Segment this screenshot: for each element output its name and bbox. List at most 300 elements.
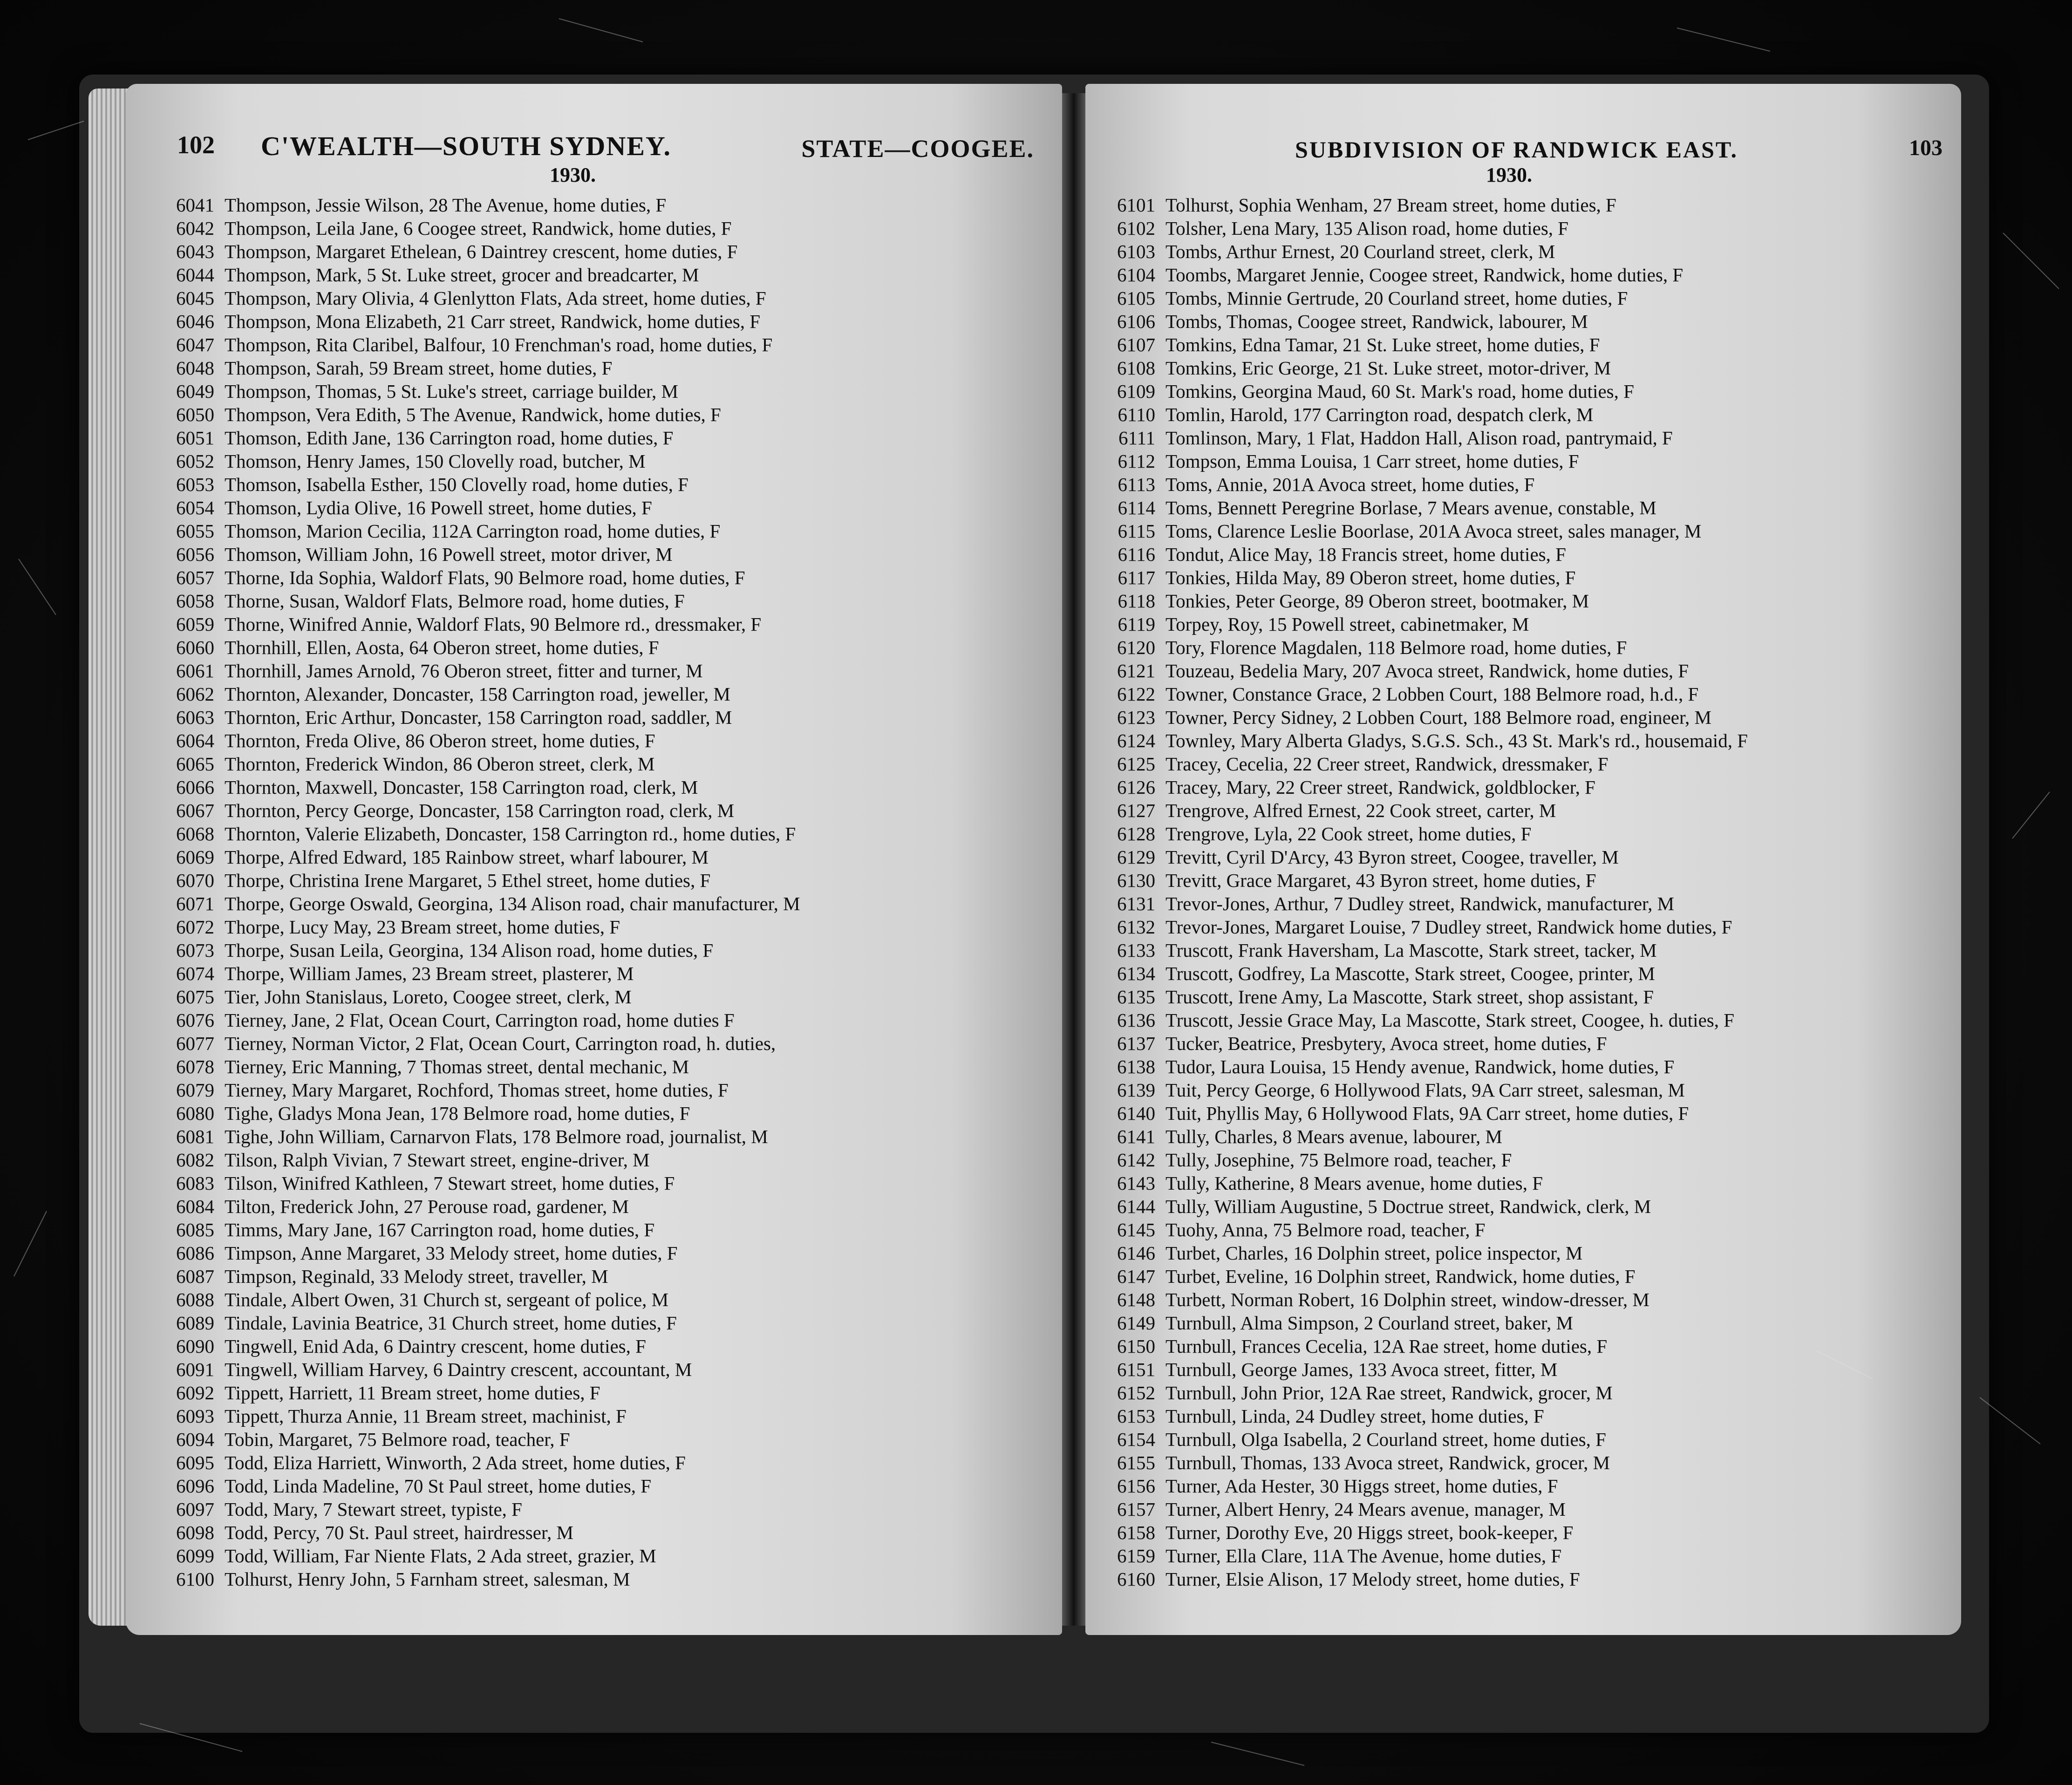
entry-number: 6092 — [176, 1382, 214, 1403]
entry-number: 6057 — [176, 567, 214, 588]
entry-number: 6134 — [1117, 963, 1155, 984]
entry-text: Todd, Mary, 7 Stewart street, typiste, F — [225, 1499, 522, 1520]
entry-text: Turnbull, Thomas, 133 Avoca street, Randwick, grocer, M — [1166, 1452, 1610, 1473]
entry-text: Thornton, Valerie Elizabeth, Doncaster, 158 Carrington rd., home duties, F — [225, 823, 796, 845]
entry-text: Turnbull, Linda, 24 Dudley street, home duties, F — [1166, 1405, 1544, 1427]
list-item — [1099, 1451, 1748, 1474]
list-item — [158, 403, 800, 426]
list-item — [1099, 286, 1748, 310]
left-page — [126, 84, 1062, 1635]
entry-text: Toms, Bennett Peregrine Borlase, 7 Mears avenue, constable, M — [1166, 497, 1656, 518]
entry-text: Tierney, Mary Margaret, Rochford, Thomas street, home duties, F — [225, 1079, 729, 1101]
entry-text: Trengrove, Lyla, 22 Cook street, home duties, F — [1166, 823, 1532, 845]
entry-text: Truscott, Jessie Grace May, La Mascotte, Stark street, Coogee, h. duties, F — [1166, 1009, 1735, 1031]
entry-number: 6063 — [176, 707, 214, 728]
list-item — [1099, 1055, 1748, 1078]
entry-number: 6072 — [176, 916, 214, 938]
entry-number: 6158 — [1117, 1522, 1155, 1543]
entry-number: 6120 — [1117, 637, 1155, 658]
entry-text: Tindale, Lavinia Beatrice, 31 Church street, home duties, F — [225, 1312, 677, 1334]
entry-number: 6044 — [176, 264, 214, 286]
entry-number: 6155 — [1117, 1452, 1155, 1473]
entry-text: Thompson, Mary Olivia, 4 Glenlytton Flats, Ada street, home duties, F — [225, 287, 766, 309]
list-item — [158, 985, 800, 1008]
entry-text: Thornton, Alexander, Doncaster, 158 Carrington road, jeweller, M — [225, 683, 730, 705]
entry-text: Thompson, Rita Claribel, Balfour, 10 Frenchman's road, home duties, F — [225, 334, 773, 355]
entry-number: 6096 — [176, 1475, 214, 1497]
entry-text: Tingwell, William Harvey, 6 Daintry crescent, accountant, M — [225, 1359, 692, 1380]
entry-text: Thompson, Jessie Wilson, 28 The Avenue, home duties, F — [225, 194, 667, 216]
list-item — [1099, 1265, 1748, 1288]
entry-text: Thorpe, Alfred Edward, 185 Rainbow street, wharf labourer, M — [225, 846, 709, 868]
entry-text: Turner, Albert Henry, 24 Mears avenue, manager, M — [1166, 1499, 1566, 1520]
entry-text: Turbett, Norman Robert, 16 Dolphin street, window-dresser, M — [1166, 1289, 1649, 1310]
list-item — [158, 450, 800, 473]
list-item — [1099, 1521, 1748, 1544]
list-item — [1099, 822, 1748, 845]
entry-number: 6052 — [176, 450, 214, 472]
list-item — [1099, 869, 1748, 892]
entry-text: Turbet, Charles, 16 Dolphin street, police inspector, M — [1166, 1242, 1583, 1264]
list-item — [1099, 1428, 1748, 1451]
entry-number: 6090 — [176, 1335, 214, 1357]
list-item — [158, 1125, 800, 1148]
entry-text: Tuohy, Anna, 75 Belmore road, teacher, F — [1166, 1219, 1486, 1240]
entry-number: 6122 — [1117, 683, 1155, 705]
entry-number: 6132 — [1117, 916, 1155, 938]
entry-number: 6048 — [176, 357, 214, 379]
list-item — [158, 1428, 800, 1451]
entry-text: Thompson, Mona Elizabeth, 21 Carr street, Randwick, home duties, F — [225, 311, 761, 332]
list-item — [1099, 636, 1748, 659]
entry-number: 6142 — [1117, 1149, 1155, 1171]
entry-text: Toms, Clarence Leslie Boorlase, 201A Avoca street, sales manager, M — [1166, 520, 1702, 542]
entry-text: Tonkies, Peter George, 89 Oberon street, bootmaker, M — [1166, 590, 1589, 612]
entry-number: 6060 — [176, 637, 214, 658]
entry-text: Tompson, Emma Louisa, 1 Carr street, home duties, F — [1166, 450, 1579, 472]
entry-text: Thompson, Mark, 5 St. Luke street, grocer and breadcarter, M — [225, 264, 699, 286]
entry-text: Tomlin, Harold, 177 Carrington road, despatch clerk, M — [1166, 404, 1594, 425]
entry-text: Tomkins, Georgina Maud, 60 St. Mark's road, home duties, F — [1166, 381, 1634, 402]
list-item — [158, 310, 800, 333]
list-item — [158, 1032, 800, 1055]
entry-text: Tingwell, Enid Ada, 6 Daintry crescent, home duties, F — [225, 1335, 646, 1357]
entry-number: 6089 — [176, 1312, 214, 1334]
entry-text: Thorpe, Christina Irene Margaret, 5 Ethel street, home duties, F — [225, 870, 711, 891]
entry-text: Todd, Linda Madeline, 70 St Paul street, home duties, F — [225, 1475, 652, 1497]
entry-number: 6074 — [176, 963, 214, 984]
entry-number: 6153 — [1117, 1405, 1155, 1427]
right-page-number: 103 — [1909, 136, 1942, 160]
entry-number: 6110 — [1118, 404, 1155, 425]
list-item — [1099, 1544, 1748, 1567]
entry-number: 6064 — [176, 730, 214, 751]
entry-number: 6077 — [176, 1033, 214, 1054]
list-item — [158, 1218, 800, 1241]
entry-number: 6093 — [176, 1405, 214, 1427]
entry-number: 6118 — [1118, 590, 1155, 612]
entry-number: 6135 — [1117, 986, 1155, 1008]
list-item — [1099, 193, 1748, 217]
list-item — [158, 962, 800, 985]
list-item — [1099, 473, 1748, 496]
left-page-number: 102 — [177, 131, 215, 159]
list-item — [1099, 962, 1748, 985]
entry-number: 6062 — [176, 683, 214, 705]
list-item — [1099, 450, 1748, 473]
list-item — [1099, 1102, 1748, 1125]
entry-number: 6139 — [1117, 1079, 1155, 1101]
entry-number: 6146 — [1117, 1242, 1155, 1264]
entry-number: 6045 — [176, 287, 214, 309]
list-item — [158, 217, 800, 240]
entry-number: 6126 — [1117, 777, 1155, 798]
list-item — [1099, 543, 1748, 566]
entry-text: Thompson, Thomas, 5 St. Luke's street, carriage builder, M — [225, 381, 678, 402]
list-item — [1099, 310, 1748, 333]
entry-text: Tombs, Arthur Ernest, 20 Courland street, clerk, M — [1166, 241, 1555, 262]
entry-text: Thornton, Eric Arthur, Doncaster, 158 Carrington road, saddler, M — [225, 707, 732, 728]
list-item — [158, 193, 800, 217]
entry-number: 6041 — [176, 194, 214, 216]
entry-text: Turner, Dorothy Eve, 20 Higgs street, book-keeper, F — [1166, 1522, 1574, 1543]
entry-number: 6043 — [176, 241, 214, 262]
list-item — [158, 659, 800, 682]
entry-text: Turnbull, George James, 133 Avoca street, fitter, M — [1166, 1359, 1558, 1380]
entry-number: 6127 — [1117, 800, 1155, 821]
list-item — [158, 706, 800, 729]
entry-text: Tully, Josephine, 75 Belmore road, teacher, F — [1166, 1149, 1512, 1171]
entry-text: Todd, Percy, 70 St. Paul street, hairdresser, M — [225, 1522, 573, 1543]
list-item — [158, 845, 800, 869]
entry-text: Turbet, Eveline, 16 Dolphin street, Randwick, home duties, F — [1166, 1266, 1636, 1287]
entry-number: 6114 — [1118, 497, 1155, 518]
list-item — [1099, 1498, 1748, 1521]
entry-number: 6149 — [1117, 1312, 1155, 1334]
list-item — [158, 752, 800, 776]
entry-text: Turner, Elsie Alison, 17 Melody street, home duties, F — [1166, 1568, 1580, 1590]
entry-text: Tindale, Albert Owen, 31 Church st, sergeant of police, M — [225, 1289, 669, 1310]
list-item — [1099, 263, 1748, 286]
entry-text: Tomkins, Edna Tamar, 21 St. Luke street, home duties, F — [1166, 334, 1600, 355]
entry-text: Towner, Percy Sidney, 2 Lobben Court, 188 Belmore road, engineer, M — [1166, 707, 1711, 728]
entry-text: Thorpe, Susan Leila, Georgina, 134 Alison road, home duties, F — [225, 940, 714, 961]
list-item — [1099, 380, 1748, 403]
entry-text: Tolhurst, Sophia Wenham, 27 Bream street, home duties, F — [1166, 194, 1616, 216]
entry-number: 6109 — [1117, 381, 1155, 402]
entry-text: Turner, Ella Clare, 11A The Avenue, home duties, F — [1166, 1545, 1562, 1567]
entry-text: Thornhill, Ellen, Aosta, 64 Oberon street, home duties, F — [225, 637, 659, 658]
entry-text: Tobin, Margaret, 75 Belmore road, teacher, F — [225, 1429, 570, 1450]
entry-text: Thompson, Margaret Ethelean, 6 Daintrey crescent, home duties, F — [225, 241, 738, 262]
list-item — [158, 1404, 800, 1428]
list-item — [158, 1358, 800, 1381]
entry-text: Tippett, Thurza Annie, 11 Bream street, machinist, F — [225, 1405, 627, 1427]
list-item — [1099, 496, 1748, 519]
entry-text: Thomson, William John, 16 Powell street, motor driver, M — [225, 544, 673, 565]
entry-text: Tracey, Mary, 22 Creer street, Randwick, goldblocker, F — [1166, 777, 1595, 798]
entry-text: Tonkies, Hilda May, 89 Oberon street, home duties, F — [1166, 567, 1576, 588]
entry-text: Thorne, Susan, Waldorf Flats, Belmore road, home duties, F — [225, 590, 685, 612]
list-item — [1099, 729, 1748, 752]
entry-number: 6095 — [176, 1452, 214, 1473]
list-item — [1099, 333, 1748, 356]
entry-text: Tomlinson, Mary, 1 Flat, Haddon Hall, Alison road, pantrymaid, F — [1166, 427, 1673, 449]
entry-text: Thornton, Maxwell, Doncaster, 158 Carrington road, clerk, M — [225, 777, 698, 798]
entry-number: 6101 — [1117, 194, 1155, 216]
list-item — [158, 939, 800, 962]
list-item — [158, 1195, 800, 1218]
list-item — [158, 380, 800, 403]
list-item — [158, 1335, 800, 1358]
entry-text: Turnbull, Frances Cecelia, 12A Rae street, home duties, F — [1166, 1335, 1608, 1357]
list-item — [1099, 613, 1748, 636]
list-item — [158, 1055, 800, 1078]
entry-number: 6145 — [1117, 1219, 1155, 1240]
list-item — [158, 1544, 800, 1567]
entry-text: Tully, Charles, 8 Mears avenue, labourer, M — [1166, 1126, 1502, 1147]
list-item — [158, 1102, 800, 1125]
entry-text: Thomson, Isabella Esther, 150 Clovelly road, home duties, F — [225, 474, 688, 495]
entry-text: Tracey, Cecelia, 22 Creer street, Randwick, dressmaker, F — [1166, 753, 1609, 775]
book-gutter — [1062, 93, 1085, 1626]
entry-text: Tondut, Alice May, 18 Francis street, home duties, F — [1166, 544, 1566, 565]
entry-number: 6082 — [176, 1149, 214, 1171]
entry-text: Thorpe, William James, 23 Bream street, plasterer, M — [225, 963, 634, 984]
entry-text: Thompson, Sarah, 59 Bream street, home duties, F — [225, 357, 613, 379]
entry-text: Tully, William Augustine, 5 Doctrue street, Randwick, clerk, M — [1166, 1196, 1651, 1217]
entry-number: 6086 — [176, 1242, 214, 1264]
list-item — [1099, 1032, 1748, 1055]
entry-number: 6115 — [1118, 520, 1155, 542]
list-item — [158, 1148, 800, 1172]
list-item — [1099, 845, 1748, 869]
entry-text: Tierney, Eric Manning, 7 Thomas street, dental mechanic, M — [225, 1056, 689, 1077]
entry-text: Thorpe, Lucy May, 23 Bream street, home duties, F — [225, 916, 620, 938]
list-item — [158, 566, 800, 589]
entry-text: Turnbull, John Prior, 12A Rae street, Randwick, grocer, M — [1166, 1382, 1613, 1403]
list-item — [158, 496, 800, 519]
list-item — [1099, 1241, 1748, 1265]
entry-number: 6124 — [1117, 730, 1155, 751]
list-item — [158, 636, 800, 659]
entry-text: Tierney, Jane, 2 Flat, Ocean Court, Carrington road, home duties F — [225, 1009, 735, 1031]
entry-number: 6059 — [176, 613, 214, 635]
entry-number: 6085 — [176, 1219, 214, 1240]
entry-text: Tully, Katherine, 8 Mears avenue, home duties, F — [1166, 1172, 1543, 1194]
entry-number: 6055 — [176, 520, 214, 542]
entry-number: 6105 — [1117, 287, 1155, 309]
list-item — [1099, 1125, 1748, 1148]
list-item — [1099, 752, 1748, 776]
entry-text: Tilson, Winifred Kathleen, 7 Stewart street, home duties, F — [225, 1172, 675, 1194]
entry-number: 6067 — [176, 800, 214, 821]
entry-text: Tilson, Ralph Vivian, 7 Stewart street, engine-driver, M — [225, 1149, 650, 1171]
entry-text: Todd, William, Far Niente Flats, 2 Ada street, grazier, M — [225, 1545, 656, 1567]
entry-text: Torpey, Roy, 15 Powell street, cabinetmaker, M — [1166, 613, 1529, 635]
entry-text: Trevor-Jones, Margaret Louise, 7 Dudley street, Randwick home duties, F — [1166, 916, 1732, 938]
entry-number: 6066 — [176, 777, 214, 798]
entry-text: Tombs, Thomas, Coogee street, Randwick, labourer, M — [1166, 311, 1588, 332]
list-item — [158, 473, 800, 496]
entry-text: Towner, Constance Grace, 2 Lobben Court, 188 Belmore road, h.d., F — [1166, 683, 1699, 705]
entry-number: 6157 — [1117, 1499, 1155, 1520]
list-item — [158, 613, 800, 636]
entry-text: Turnbull, Alma Simpson, 2 Courland street, baker, M — [1166, 1312, 1573, 1334]
entry-number: 6071 — [176, 893, 214, 914]
list-item — [1099, 589, 1748, 613]
entry-number: 6046 — [176, 311, 214, 332]
entry-number: 6121 — [1117, 660, 1155, 681]
list-item — [158, 333, 800, 356]
list-item — [1099, 1195, 1748, 1218]
list-item — [1099, 1172, 1748, 1195]
list-item — [158, 1172, 800, 1195]
entry-number: 6073 — [176, 940, 214, 961]
entry-text: Tighe, John William, Carnarvon Flats, 178 Belmore road, journalist, M — [225, 1126, 768, 1147]
entry-text: Thomson, Henry James, 150 Clovelly road, butcher, M — [225, 450, 646, 472]
list-item — [1099, 217, 1748, 240]
entry-text: Thornton, Percy George, Doncaster, 158 Carrington road, clerk, M — [225, 800, 735, 821]
list-item — [1099, 356, 1748, 380]
list-item — [1099, 1335, 1748, 1358]
entry-text: Tier, John Stanislaus, Loreto, Coogee street, clerk, M — [225, 986, 632, 1008]
entry-number: 6083 — [176, 1172, 214, 1194]
entry-number: 6129 — [1117, 846, 1155, 868]
entry-number: 6138 — [1117, 1056, 1155, 1077]
entry-number: 6099 — [176, 1545, 214, 1567]
entry-number: 6151 — [1117, 1359, 1155, 1380]
entry-number: 6084 — [176, 1196, 214, 1217]
entry-text: Thornton, Freda Olive, 86 Oberon street, home duties, F — [225, 730, 655, 751]
entry-number: 6069 — [176, 846, 214, 868]
entry-number: 6156 — [1117, 1475, 1155, 1497]
list-item — [1099, 1148, 1748, 1172]
entry-number: 6106 — [1117, 311, 1155, 332]
list-item — [1099, 1008, 1748, 1032]
entry-text: Turner, Ada Hester, 30 Higgs street, home duties, F — [1166, 1475, 1558, 1497]
entry-text: Toms, Annie, 201A Avoca street, home duties, F — [1166, 474, 1535, 495]
entry-number: 6141 — [1117, 1126, 1155, 1147]
page-edges — [89, 89, 130, 1626]
entry-text: Tighe, Gladys Mona Jean, 178 Belmore road, home duties, F — [225, 1103, 690, 1124]
entry-text: Truscott, Godfrey, La Mascotte, Stark street, Coogee, printer, M — [1166, 963, 1655, 984]
entry-number: 6123 — [1117, 707, 1155, 728]
entry-text: Thornton, Frederick Windon, 86 Oberon street, clerk, M — [225, 753, 655, 775]
list-item — [158, 1451, 800, 1474]
entry-number: 6143 — [1117, 1172, 1155, 1194]
entry-number: 6159 — [1117, 1545, 1155, 1567]
entry-number: 6081 — [176, 1126, 214, 1147]
entry-number: 6088 — [176, 1289, 214, 1310]
entry-number: 6160 — [1117, 1568, 1155, 1590]
entry-number: 6137 — [1117, 1033, 1155, 1054]
list-item — [158, 240, 800, 263]
entry-number: 6117 — [1118, 567, 1155, 588]
list-item — [158, 1008, 800, 1032]
entry-number: 6144 — [1117, 1196, 1155, 1217]
entry-number: 6103 — [1117, 241, 1155, 262]
list-item — [1099, 1218, 1748, 1241]
entry-text: Tomkins, Eric George, 21 St. Luke street, motor-driver, M — [1166, 357, 1611, 379]
entry-text: Tory, Florence Magdalen, 118 Belmore road, home duties, F — [1166, 637, 1627, 658]
entry-text: Trevitt, Cyril D'Arcy, 43 Byron street, Coogee, traveller, M — [1166, 846, 1619, 868]
list-item — [1099, 985, 1748, 1008]
list-item — [158, 799, 800, 822]
list-item — [158, 892, 800, 915]
entry-text: Trevitt, Grace Margaret, 43 Byron street, home duties, F — [1166, 870, 1596, 891]
entry-number: 6130 — [1117, 870, 1155, 891]
list-item — [158, 1265, 800, 1288]
entry-text: Thomson, Marion Cecilia, 112A Carrington road, home duties, F — [225, 520, 721, 542]
list-item — [158, 869, 800, 892]
list-item — [158, 1474, 800, 1498]
entry-text: Trengrove, Alfred Ernest, 22 Cook street, carter, M — [1166, 800, 1556, 821]
list-item — [158, 822, 800, 845]
entry-text: Turnbull, Olga Isabella, 2 Courland street, home duties, F — [1166, 1429, 1606, 1450]
entry-number: 6080 — [176, 1103, 214, 1124]
entry-text: Thorpe, George Oswald, Georgina, 134 Alison road, chair manufacturer, M — [225, 893, 800, 914]
entry-number: 6152 — [1117, 1382, 1155, 1403]
entry-number: 6097 — [176, 1499, 214, 1520]
list-item — [158, 1078, 800, 1102]
left-page-year: 1930. — [550, 164, 596, 186]
entry-text: Tombs, Minnie Gertrude, 20 Courland street, home duties, F — [1166, 287, 1628, 309]
list-item — [1099, 1078, 1748, 1102]
entry-text: Toombs, Margaret Jennie, Coogee street, Randwick, home duties, F — [1166, 264, 1684, 286]
list-item — [158, 915, 800, 939]
entry-text: Thompson, Vera Edith, 5 The Avenue, Randwick, home duties, F — [225, 404, 721, 425]
entry-number: 6100 — [176, 1568, 214, 1590]
entry-text: Tolsher, Lena Mary, 135 Alison road, home duties, F — [1166, 218, 1569, 239]
list-item — [158, 519, 800, 543]
list-item — [158, 589, 800, 613]
entry-number: 6111 — [1118, 427, 1155, 449]
entry-number: 6047 — [176, 334, 214, 355]
entry-number: 6104 — [1117, 264, 1155, 286]
list-item — [1099, 682, 1748, 706]
entry-text: Truscott, Irene Amy, La Mascotte, Stark street, shop assistant, F — [1166, 986, 1654, 1008]
entry-number: 6051 — [176, 427, 214, 449]
list-item — [1099, 1358, 1748, 1381]
entry-number: 6053 — [176, 474, 214, 495]
left-header-title: C'WEALTH—SOUTH SYDNEY. — [261, 131, 671, 161]
list-item — [1099, 1288, 1748, 1311]
right-header-title: SUBDIVISION OF RANDWICK EAST. — [1295, 136, 1738, 163]
entry-text: Tucker, Beatrice, Presbytery, Avoca street, home duties, F — [1166, 1033, 1607, 1054]
entry-text: Thornhill, James Arnold, 76 Oberon street, fitter and turner, M — [225, 660, 703, 681]
right-page-header — [1085, 130, 1961, 168]
entry-text: Touzeau, Bedelia Mary, 207 Avoca street, Randwick, home duties, F — [1166, 660, 1689, 681]
entry-number: 6054 — [176, 497, 214, 518]
entry-number: 6147 — [1117, 1266, 1155, 1287]
list-item — [158, 543, 800, 566]
list-item — [1099, 1311, 1748, 1335]
entry-text: Truscott, Frank Haversham, La Mascotte, Stark street, tacker, M — [1166, 940, 1657, 961]
list-item — [158, 426, 800, 450]
entry-text: Timpson, Reginald, 33 Melody street, traveller, M — [225, 1266, 608, 1287]
list-item — [158, 729, 800, 752]
entry-text: Timms, Mary Jane, 167 Carrington road, home duties, F — [225, 1219, 655, 1240]
list-item — [158, 1567, 800, 1591]
left-page-header — [126, 130, 1062, 168]
entry-text: Todd, Eliza Harriett, Winworth, 2 Ada street, home duties, F — [225, 1452, 686, 1473]
list-item — [158, 1498, 800, 1521]
list-item — [158, 682, 800, 706]
entry-text: Tippett, Harriett, 11 Bream street, home duties, F — [225, 1382, 600, 1403]
entry-number: 6131 — [1117, 893, 1155, 914]
entry-number: 6119 — [1118, 613, 1155, 635]
